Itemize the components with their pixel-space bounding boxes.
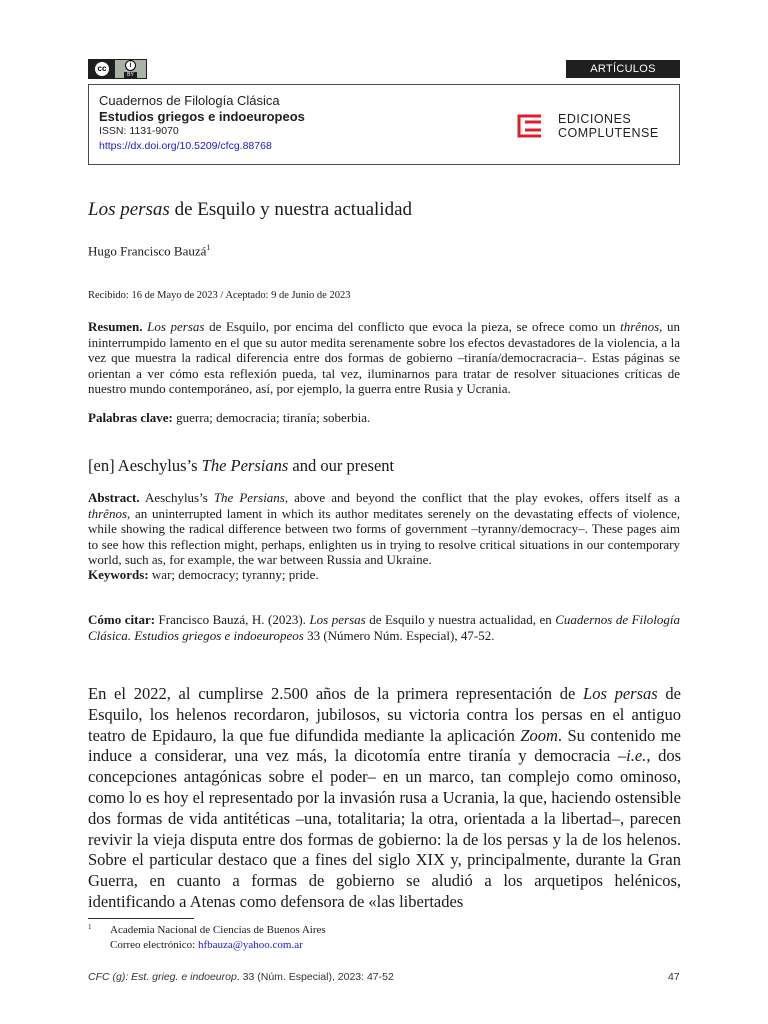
- footnote-email-line: Correo electrónico: hfbauza@yahoo.com.ar: [110, 939, 303, 951]
- footnote-divider: [88, 918, 194, 919]
- resumen-paragraph: Resumen. Los persas de Esquilo, por encima del conflicto que evoca la pieza, se ofrece como un thrênos, un ininterrumpido lamento en el que su autor medita serenamente sobre los efectos devastadores de la violencia, a la vez que muestra la radical diferencia entre dos formas de gobierno –tiranía/democracracia–. Estas páginas se orientan a ver cómo esta reflexión pueda, tal vez, iluminarnos para tratar de resolver situaciones críticas de nuestro mundo contemporáneo, así, por ejemplo, la guerra entre Rusia y Ucrania.: [88, 319, 680, 396]
- journal-name: Cuadernos de Filología Clásica: [99, 93, 280, 108]
- author-name: Hugo Francisco Bauzá$^1$: [88, 243, 211, 259]
- footnote-affiliation: Academia Nacional de Ciencias de Buenos Aires: [110, 924, 326, 936]
- how-to-cite: Cómo citar: Francisco Bauzá, H. (2023). Los persas de Esquilo y nuestra actualidad, en Cuadernos de Filología Clásica. Estudios griegos e indoeuropeos 33 (Número Núm. Especial), 47-52.: [88, 612, 680, 643]
- publisher-name: EDICIONES COMPLUTENSE: [558, 112, 659, 140]
- doi-link[interactable]: https://dx.doi.org/10.5209/cfcg.88768: [99, 140, 272, 152]
- english-title: [en] Aeschylus’s The Persians and our present: [88, 456, 395, 475]
- received-accepted-dates: Recibido: 16 de Mayo de 2023 / Aceptado: 9 de Junio de 2023: [88, 290, 351, 301]
- cc-icon: cc: [95, 62, 109, 76]
- page-number: 47: [668, 971, 680, 983]
- body-paragraph: En el 2022, al cumplirse 2.500 años de la primera representación de Los persas de Esquilo, los helenos recordaron, jubilosos, su victoria contra los persas en el antiguo teatro de Epidauro, la que fue difundida mediante la aplicación Zoom. Su contenido me induce a considerar, una vez más, la dicotomía entre tiranía y democracia –i.e., dos concepciones antagónicas sobre el poder– en un marco, tan complejo como ominoso, como lo es hoy el representado por la invasión rusa a Ucrania, la que, haciendo ostensible dos formas de vida antitéticas –una, totalitaria; la otra, orientada a la libertad–, parecen revivir la vieja disputa entre dos formas de gobierno: la de los persas y la de los helenos. Sobre el particular destaco que a fines del siglo XIX y, principalmente, durante la Gran Guerra, en cuanto a formas de gobierno se aludió a los arquetipos helénicos, identificando a Atenas como defensora de «las libertades: [88, 684, 682, 911]
- article-title: Los persas de Esquilo y nuestra actualidad: [88, 199, 413, 220]
- by-icon: i: [125, 60, 136, 71]
- journal-header-box: [88, 84, 680, 165]
- cc-by-license-badge: [88, 59, 147, 79]
- author-footnote-mark: 1: [206, 243, 211, 252]
- footnote-number: 1: [88, 923, 92, 931]
- by-label: BY: [124, 72, 137, 78]
- running-footer: CFC (g): Est. grieg. e indoeurop. 33 (Núm. Especial), 2023: 47-52: [88, 971, 394, 983]
- email-link[interactable]: hfbauza@yahoo.com.ar: [197, 939, 303, 951]
- journal-subtitle: Estudios griegos e indoeuropeos: [99, 109, 305, 124]
- abstract-paragraph: Abstract. Aeschylus’s The Persians, above and beyond the conflict that the play evokes, offers itself as a thrênos, an uninterrupted lament in which its author meditates serenely on the devastating effects of violence, while showing the radical difference between two forms of government –tyranny/democracy–. These pages aim to see how this reflection might, perhaps, enlighten us in trying to resolve critical situations in our contemporary world, such as, for example, the war between Russia and Ukraine.: [88, 490, 681, 567]
- keywords: Keywords: war; democracy; tyranny; pride.: [88, 567, 319, 582]
- section-tag: ARTÍCULOS: [566, 60, 680, 78]
- ediciones-complutense-logo-icon: [517, 114, 543, 138]
- palabras-clave: Palabras clave: guerra; democracia; tiranía; soberbia.: [88, 410, 371, 425]
- journal-issn: ISSN: 1131-9070: [99, 125, 179, 137]
